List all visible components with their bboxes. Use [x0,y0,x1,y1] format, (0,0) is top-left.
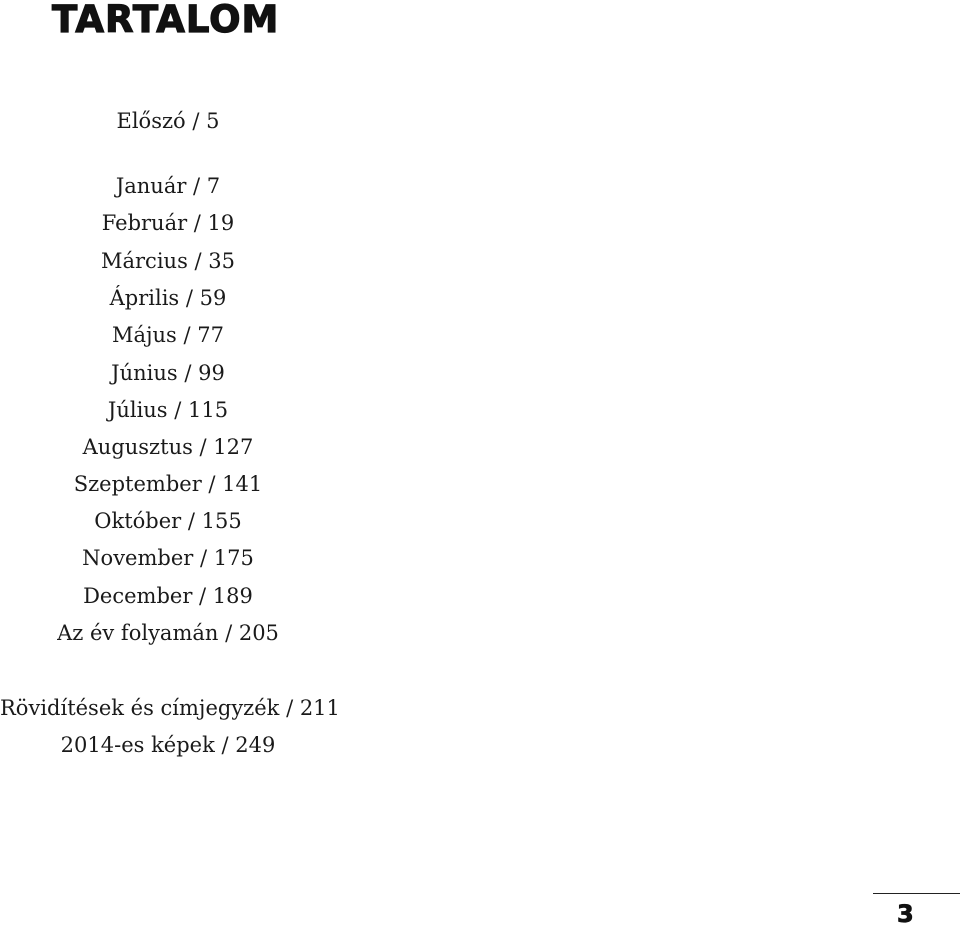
toc-entry-december: December / 189 [83,584,253,608]
toc-entry-april: Április / 59 [109,286,227,310]
toc-entry-abbreviations: Rövidítések és címjegyzék / 211 [0,696,340,720]
toc-entry-august: Augusztus / 127 [82,435,254,459]
toc-entry-march: Március / 35 [101,249,235,273]
page-title: TARTALOM [52,0,280,41]
toc-entry-february: Február / 19 [101,211,235,235]
toc-entry-foreword: Előszó / 5 [116,109,220,133]
toc-entry-may: Május / 77 [112,323,224,347]
table-of-contents [0,0,340,929]
page-number: 3 [897,900,914,928]
toc-entry-photos: 2014-es képek / 249 [60,733,276,757]
toc-entry-june: Június / 99 [111,361,225,385]
toc-entry-september: Szeptember / 141 [73,472,263,496]
toc-entry-july: Július / 115 [107,398,229,422]
toc-entry-january: Január / 7 [115,174,221,198]
toc-entry-november: November / 175 [82,546,254,570]
toc-entry-throughout-year: Az év folyamán / 205 [57,621,279,645]
footer-rule [873,893,960,894]
toc-entry-october: Október / 155 [94,509,242,533]
